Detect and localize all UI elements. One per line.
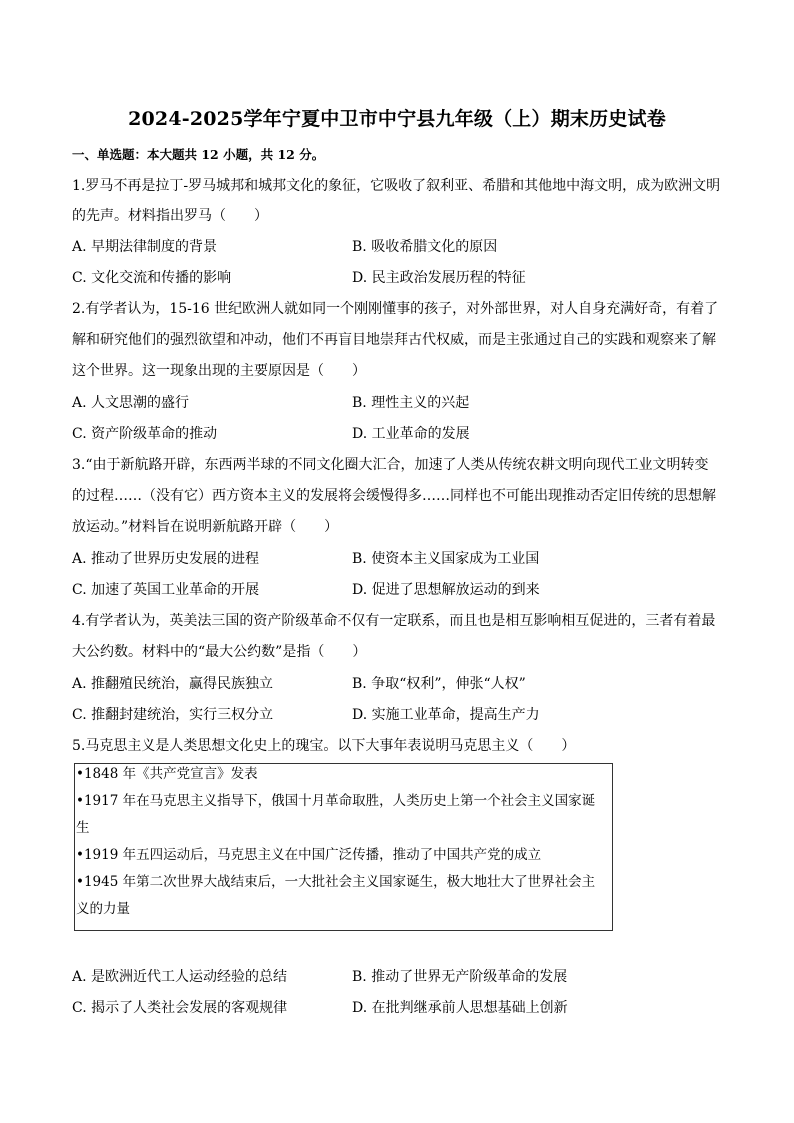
question-3-line-1: 3.“由于新航路开辟，东西两半球的不同文化圈大汇合，加速了人类从传统农耕文明向现代工业文明转变 [72,457,709,473]
timeline-item-2: •1917 年在马克思主义指导下，俄国十月革命取胜，人类历史上第一个社会主义国家诞 [76,793,596,809]
timeline-item-1: •1848 年《共产党宣言》发表 [76,766,258,782]
section-heading: 一、单选题：本大题共 12 小题，共 12 分。 [72,147,325,162]
question-2-option-b: B. 理性主义的兴起 [352,395,470,411]
timeline-item-2-cont: 生 [76,820,90,836]
question-3-option-a: A. 推动了世界历史发展的进程 [72,551,260,567]
question-4-option-c: C. 推翻封建统治，实行三权分立 [72,707,274,723]
question-5-line-1: 5.马克思主义是人类思想文化史上的瑰宝。以下大事年表说明马克思主义（ ） [72,738,576,754]
question-1-option-c: C. 文化交流和传播的影响 [72,270,232,286]
question-4-line-1: 4.有学者认为，英美法三国的资产阶级革命不仅有一定联系，而且也是相互影响相互促进的，三者有着最 [72,613,716,629]
question-3-option-d: D. 促进了思想解放运动的到来 [352,582,540,598]
question-1-line-2: 的先声。材料指出罗马（ ） [72,208,268,224]
timeline-item-4: •1945 年第二次世界大战结束后，一大批社会主义国家诞生，极大地壮大了世界社会主 [76,874,596,890]
timeline-item-3: •1919 年五四运动后，马克思主义在中国广泛传播，推动了中国共产党的成立 [76,847,542,863]
question-2-line-1: 2.有学者认为，15-16 世纪欧洲人就如同一个刚刚懂事的孩子，对外部世界，对人自身充满好奇，有着了 [72,301,719,317]
question-3-option-b: B. 使资本主义国家成为工业国 [352,551,540,567]
question-5-option-b: B. 推动了世界无产阶级革命的发展 [352,969,568,985]
question-5-option-d: D. 在批判继承前人思想基础上创新 [352,1000,568,1016]
timeline-item-4-cont: 义的力量 [76,901,130,917]
question-3-line-3: 放运动。”材料旨在说明新航路开辟（ ） [72,519,339,535]
question-4-option-d: D. 实施工业革命，提高生产力 [352,707,540,723]
question-2-line-2: 解和研究他们的强烈欲望和冲动，他们不再盲目地崇拜古代权威，而是主张通过自己的实践和观察来了解 [72,332,716,348]
question-5-option-c: C. 揭示了人类社会发展的客观规律 [72,1000,288,1016]
question-4-line-2: 大公约数。材料中的“最大公约数”是指（ ） [72,644,367,660]
page-title: 2024-2025学年宁夏中卫市中宁县九年级（上）期末历史试卷 [128,108,666,130]
question-4-option-b: B. 争取“权利”，伸张“人权” [352,676,526,692]
question-5-option-a: A. 是欧洲近代工人运动经验的总结 [72,969,288,985]
question-2-option-a: A. 人文思潮的盛行 [72,395,190,411]
question-1-option-b: B. 吸收希腊文化的原因 [352,239,498,255]
question-3-option-c: C. 加速了英国工业革命的开展 [72,582,260,598]
question-2-option-c: C. 资产阶级革命的推动 [72,426,218,442]
question-1-line-1: 1.罗马不再是拉丁-罗马城邦和城邦文化的象征，它吸收了叙利亚、希腊和其他地中海文明，成为欧洲文明 [72,178,721,194]
question-2-option-d: D. 工业革命的发展 [352,426,470,442]
question-2-line-3: 这个世界。这一现象出现的主要原因是（ ） [72,363,366,379]
question-1-option-a: A. 早期法律制度的背景 [72,239,218,255]
question-3-line-2: 的过程……（没有它）西方资本主义的发展将会缓慢得多……同样也不可能出现推动否定旧传统的思想解 [72,488,716,504]
question-4-option-a: A. 推翻殖民统治，赢得民族独立 [72,676,274,692]
question-1-option-d: D. 民主政治发展历程的特征 [352,270,526,286]
